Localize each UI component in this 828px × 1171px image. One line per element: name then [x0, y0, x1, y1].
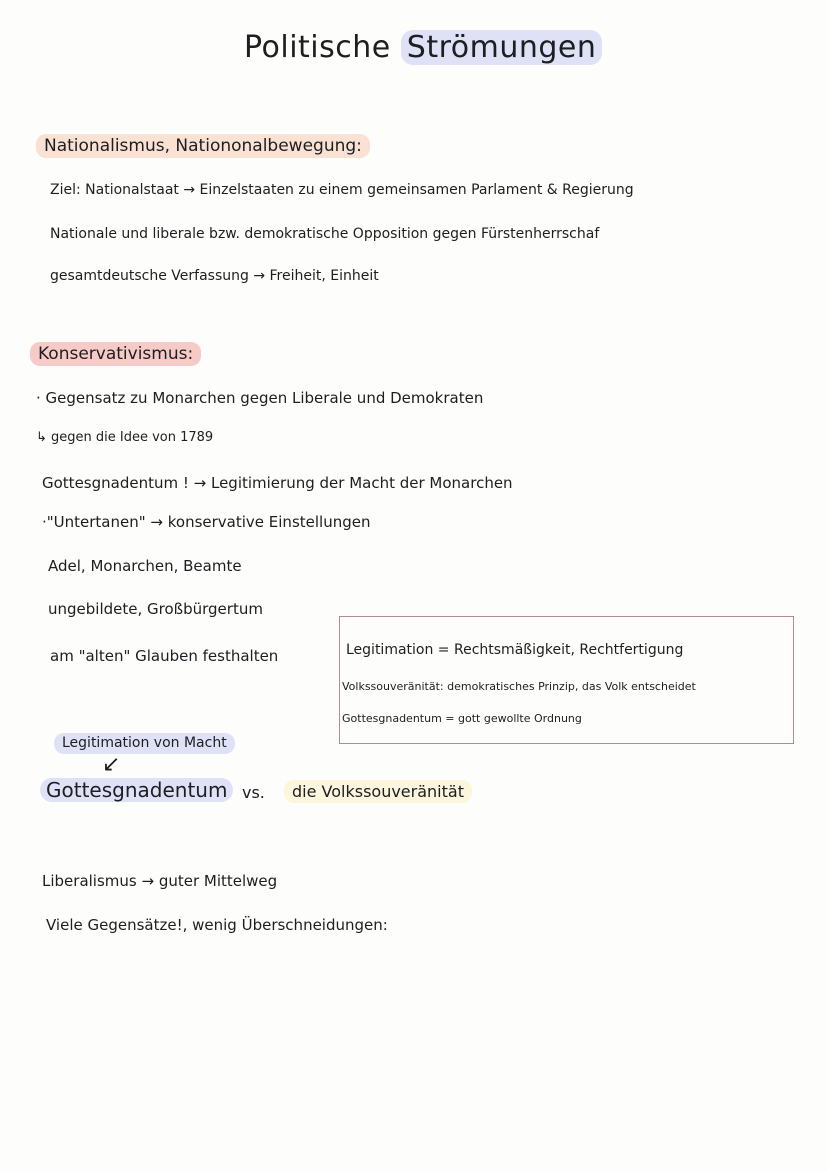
conservatism-line: ↳ gegen die Idee von 1789 — [36, 430, 214, 445]
title-part-1: Politische — [244, 30, 401, 65]
conservatism-line: ·"Untertanen" → konservative Einstellungen — [42, 513, 371, 531]
legitimation-label: Legitimation von Macht — [54, 733, 235, 754]
conservatism-line: Adel, Monarchen, Beamte — [48, 557, 242, 575]
conservatism-line: · Gegensatz zu Monarchen gegen Liberale und Demokraten — [36, 389, 484, 407]
conservatism-heading: Konservativismus: — [30, 342, 201, 366]
definition-line: Legitimation = Rechtsmäßigkeit, Rechtfertigung — [346, 642, 684, 658]
nationalism-line: Ziel: Nationalstaat → Einzelstaaten zu einem gemeinsamen Parlament & Regierung — [50, 182, 634, 198]
conservatism-line: ungebildete, Großbürgertum — [48, 600, 263, 618]
page-title — [244, 30, 602, 66]
title-part-2: Strömungen — [401, 30, 603, 65]
liberalism-line: Liberalismus → guter Mittelweg — [42, 872, 278, 890]
nationalism-line: gesamtdeutsche Verfassung → Freiheit, Einheit — [50, 268, 379, 284]
volkssouveraenitaet-term: die Volkssouveränität — [284, 780, 472, 803]
definition-line: Gottesgnadentum = gott gewollte Ordnung — [342, 712, 582, 725]
nationalism-heading: Nationalismus, Nationonalbewegung: — [36, 134, 370, 158]
arrow-down-left-icon: ↙ — [102, 752, 121, 777]
liberalism-line: Viele Gegensätze!, wenig Überschneidungen: — [46, 916, 388, 934]
definition-line: Volkssouveränität: demokratisches Prinzip, das Volk entscheidet — [342, 680, 696, 693]
gottesgnadentum-term: Gottesgnadentum — [40, 778, 233, 802]
conservatism-line: Gottesgnadentum ! → Legitimierung der Macht der Monarchen — [42, 474, 513, 492]
nationalism-line: Nationale und liberale bzw. demokratische Opposition gegen Fürstenherrschaf — [50, 226, 600, 242]
conservatism-line: am "alten" Glauben festhalten — [50, 647, 279, 665]
versus-text: vs. — [242, 783, 265, 802]
